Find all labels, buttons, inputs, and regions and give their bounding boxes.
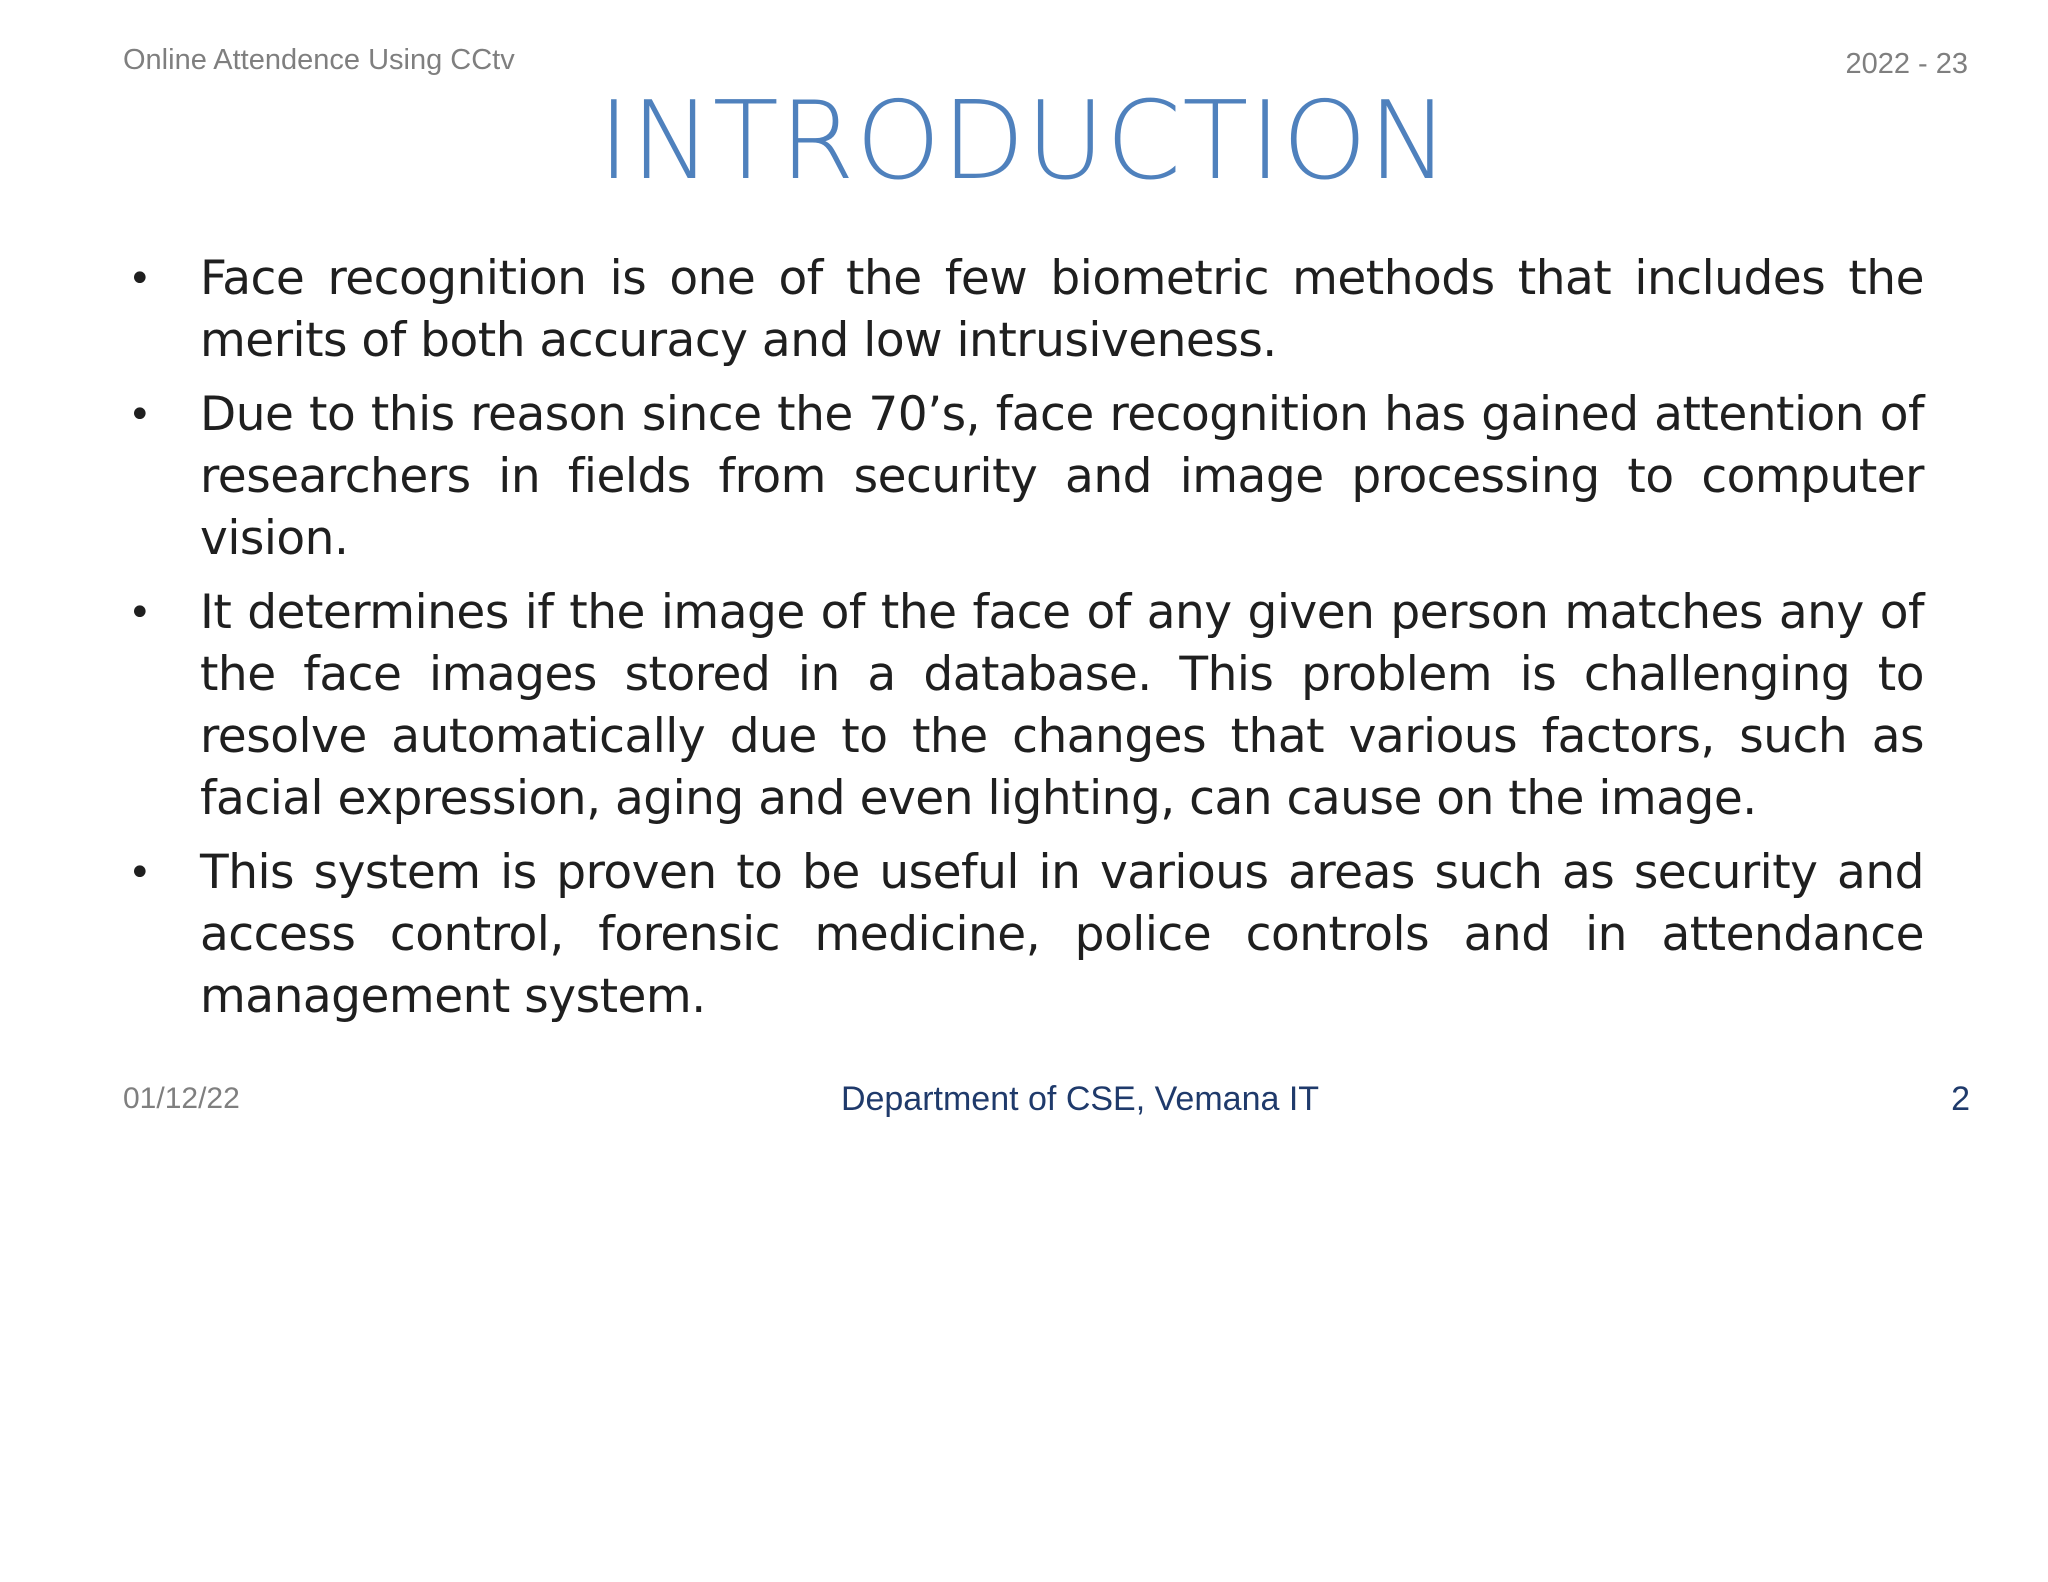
bullet-icon: •: [128, 590, 152, 636]
bullet-text: Face recognition is one of the few biometric methods that includes the merits of both accuracy and low intrusiveness.: [200, 251, 1924, 368]
academic-year: 2022 - 23: [1845, 48, 1968, 80]
bullet-text: It determines if the image of the face of any given person matches any of the face images stored in a database. This problem is challenging to resolve automatically due to the changes that various factors, such as facial expression, aging and even lighting, can cause on the image.: [200, 585, 1924, 826]
bullet-item: [120, 842, 1924, 1028]
bullet-icon: •: [128, 256, 152, 302]
bullet-text: Due to this reason since the 70’s, face recognition has gained attention of researchers in fields from security and image processing to computer vision.: [200, 387, 1924, 566]
project-title: Online Attendence Using CCtv: [123, 44, 515, 76]
footer-date: 01/12/22: [123, 1082, 240, 1115]
bullet-icon: •: [128, 850, 152, 896]
bullet-list: [120, 248, 1924, 1040]
bullet-item: [120, 248, 1924, 372]
footer-department: Department of CSE, Vemana IT: [840, 1080, 1320, 1118]
bullet-text: This system is proven to be useful in various areas such as security and access control, forensic medicine, police controls and in attendance management system.: [200, 845, 1924, 1024]
bullet-item: [120, 582, 1924, 830]
bullet-item: [120, 384, 1924, 570]
slide-title: INTRODUCTION: [598, 79, 1450, 204]
page-number: 2: [1951, 1080, 1970, 1118]
bullet-icon: •: [128, 392, 152, 438]
